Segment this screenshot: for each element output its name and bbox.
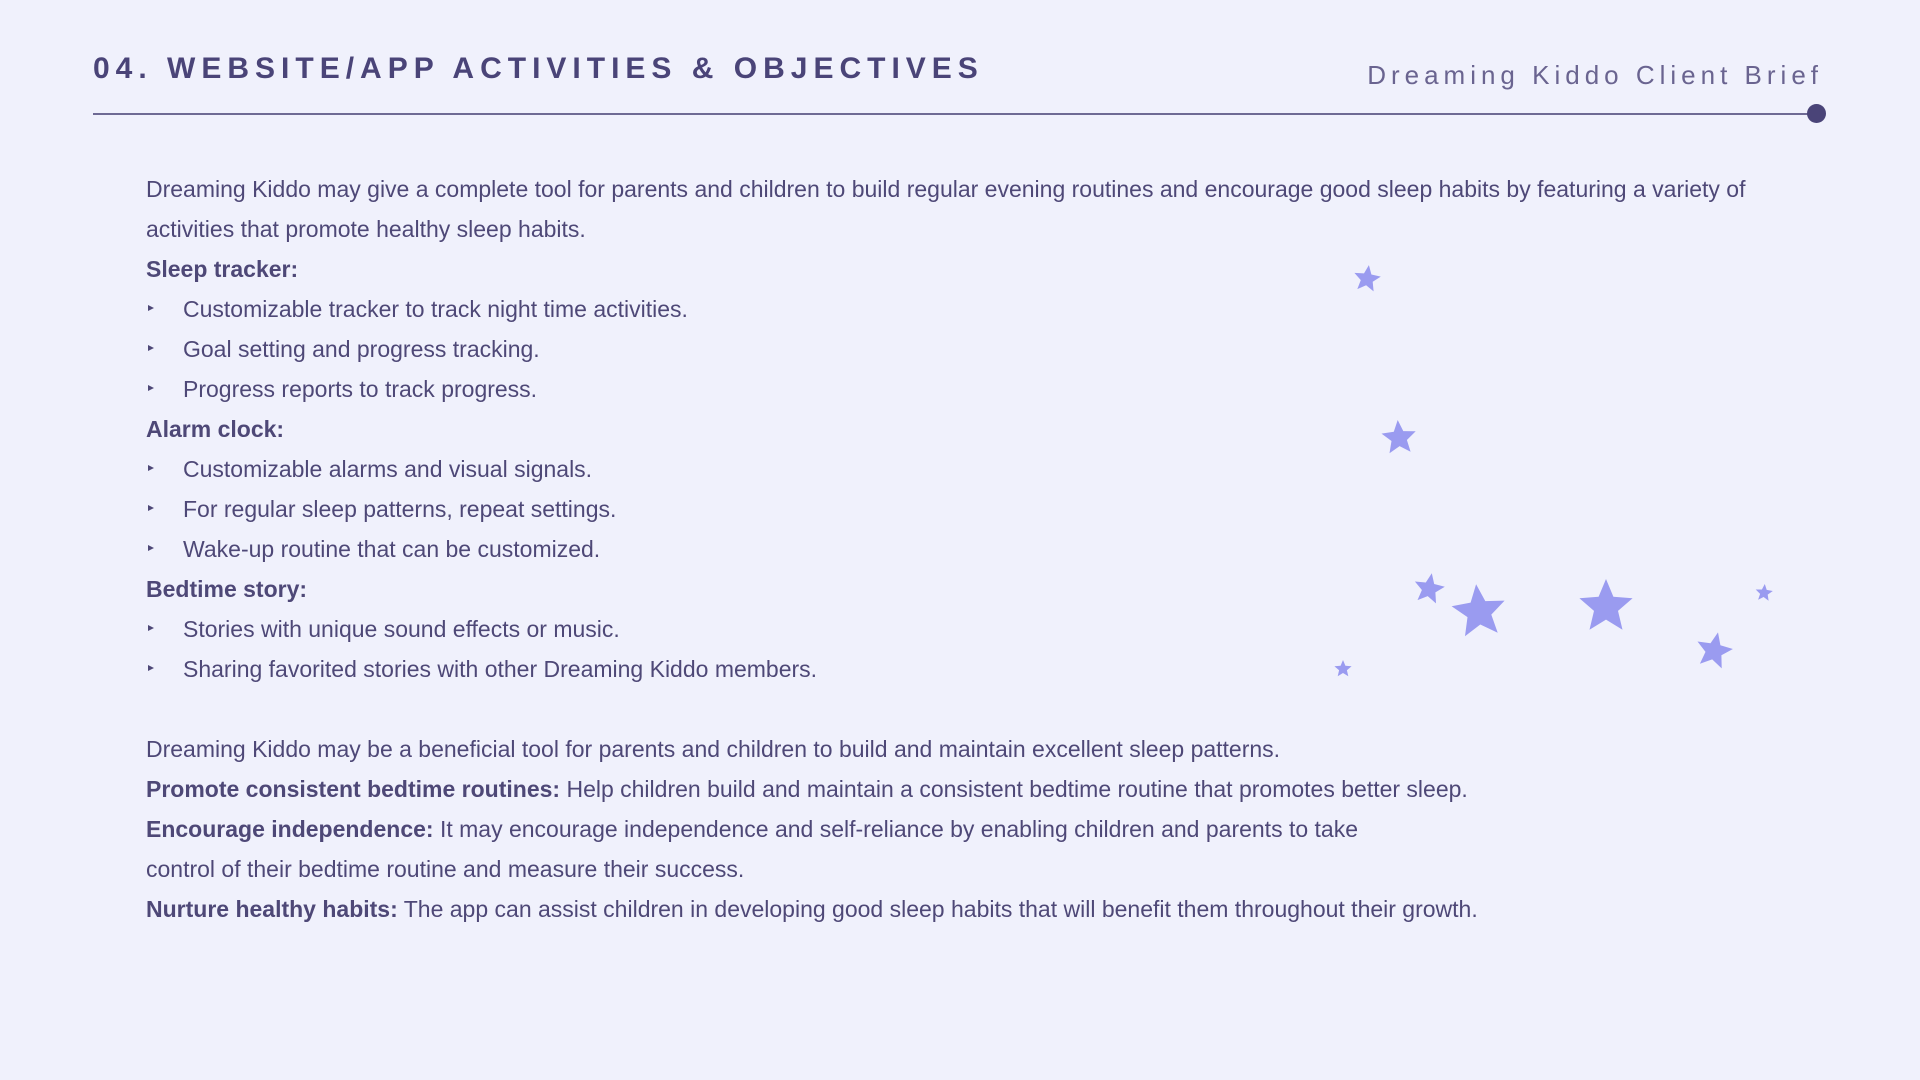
section-title-alarm-clock: Alarm clock: [146, 416, 285, 442]
objective-text: It may encourage independence and self-reliance by enabling children and parents to take [433, 816, 1359, 842]
objective-label: Encourage independence: [146, 816, 434, 842]
objective-text: The app can assist children in developing good sleep habits that will benefit them throughout their growth. [397, 896, 1478, 922]
list-item: Wake-up routine that can be customized. [146, 529, 1786, 569]
star-icon [1756, 584, 1773, 601]
list-item: Stories with unique sound effects or music. [146, 609, 1786, 649]
header-brief: Dreaming Kiddo Client Brief [1367, 60, 1823, 90]
objective-text: Help children build and maintain a consistent bedtime routine that promotes better sleep. [560, 776, 1468, 802]
star-icon [1334, 660, 1351, 676]
list-item: For regular sleep patterns, repeat settings. [146, 489, 1786, 529]
star-icon [1415, 573, 1445, 603]
list-item: Goal setting and progress tracking. [146, 329, 1786, 369]
section-title-bedtime-story: Bedtime story: [146, 576, 308, 602]
star-icon [1382, 420, 1416, 453]
star-icon [1452, 584, 1505, 636]
list-item: Customizable alarms and visual signals. [146, 449, 1786, 489]
list-item: Progress reports to track progress. [146, 369, 1786, 409]
objective-label: Nurture healthy habits: [146, 896, 398, 922]
intro-paragraph: Dreaming Kiddo may give a complete tool for parents and children to build regular evening routines and encourage good sleep habits by featuring a variety of activities that promote healthy sleep habits. [146, 176, 1746, 242]
list-item: Sharing favorited stories with other Dreaming Kiddo members. [146, 649, 1786, 689]
moon-icon [1513, 252, 1773, 510]
section-title-sleep-tracker: Sleep tracker: [146, 256, 299, 282]
page-title: 04. WEBSITE/APP ACTIVITIES & OBJECTIVES [93, 52, 984, 85]
objective-label: Promote consistent bedtime routines: [146, 776, 561, 802]
star-icon [1698, 632, 1733, 668]
objective-independence-continuation: control of their bedtime routine and measure their success. [146, 856, 745, 882]
star-icon [1579, 579, 1632, 630]
star-icon [1354, 265, 1380, 291]
summary-paragraph: Dreaming Kiddo may be a beneficial tool for parents and children to build and maintain excellent sleep patterns. [146, 736, 1281, 762]
list-item: Customizable tracker to track night time activities. [146, 289, 1786, 329]
